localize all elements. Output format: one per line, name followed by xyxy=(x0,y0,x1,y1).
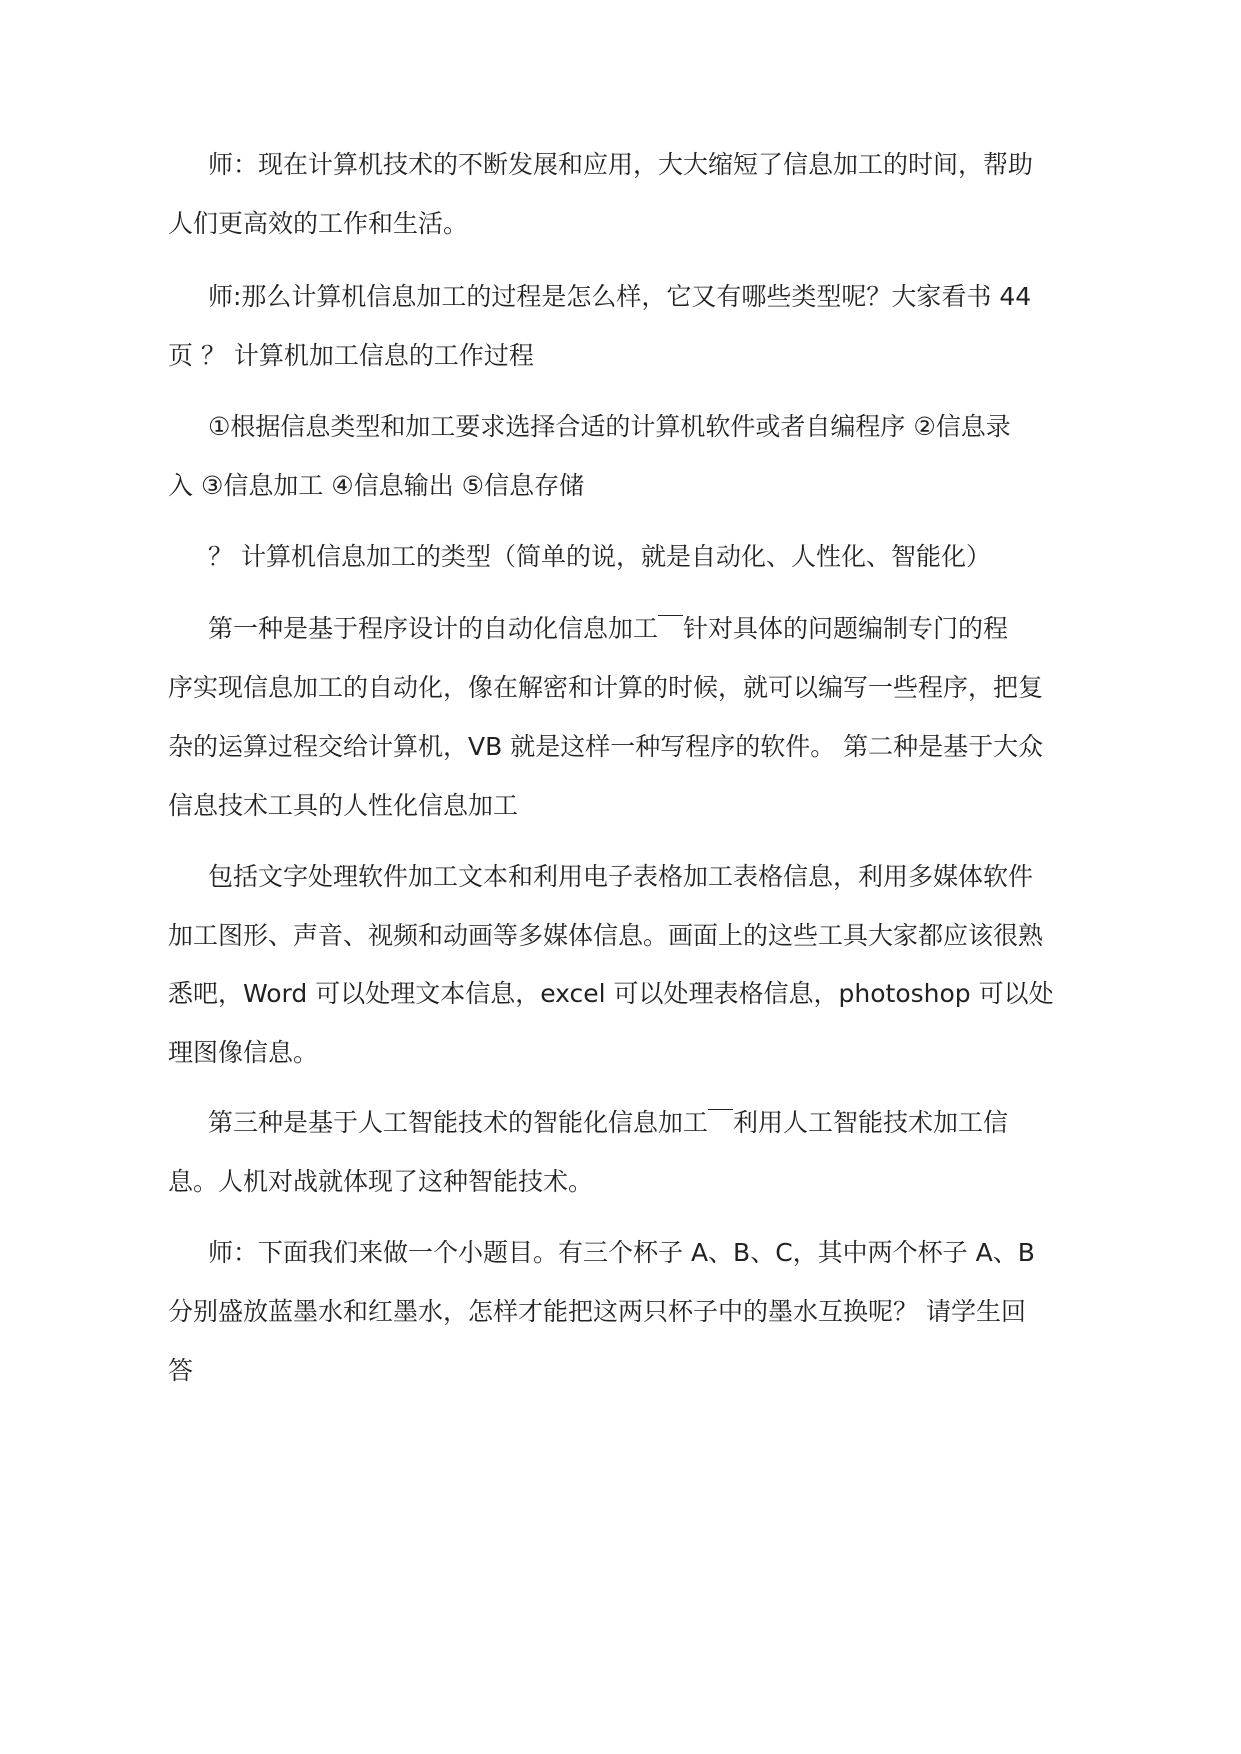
text-line: 人们更高效的工作和生活。 xyxy=(168,209,469,238)
text-line: 答 xyxy=(168,1356,194,1385)
text-line: 杂的运算过程交给计算机，VB 就是这样一种写程序的软件。 第二种是基于大众 xyxy=(168,732,1044,761)
text-line: 师:那么计算机信息加工的过程是怎么样，它又有哪些类型呢？大家看书 44 xyxy=(208,282,1032,311)
text-line: 包括文字处理软件加工文本和利用电子表格加工表格信息，利用多媒体软件 xyxy=(208,862,1034,891)
text-line: ①根据信息类型和加工要求选择合适的计算机软件或者自编程序 ②信息录 xyxy=(208,412,1011,441)
text-line: 序实现信息加工的自动化，像在解密和计算的时候，就可以编写一些程序，把复 xyxy=(168,673,1044,702)
text-line: 加工图形、声音、视频和动画等多媒体信息。画面上的这些工具大家都应该很熟 xyxy=(168,921,1044,950)
text-line: 第一种是基于程序设计的自动化信息加工￣针对具体的问题编制专门的程 xyxy=(208,614,1009,643)
text-line: 信息技术工具的人性化信息加工 xyxy=(168,791,519,820)
text-line: 息。人机对战就体现了这种智能技术。 xyxy=(168,1167,594,1196)
text-line: ？ 计算机信息加工的类型（简单的说，就是自动化、人性化、智能化） xyxy=(208,542,991,571)
text-line: 页 ？ 计算机加工信息的工作过程 xyxy=(168,341,534,370)
text-line: 悉吧，Word 可以处理文本信息，excel 可以处理表格信息，photoshop 可以处 xyxy=(168,979,1054,1008)
text-line: 师：现在计算机技术的不断发展和应用，大大缩短了信息加工的时间，帮助 xyxy=(208,150,1034,179)
text-line: 第三种是基于人工智能技术的智能化信息加工￣利用人工智能技术加工信 xyxy=(208,1108,1009,1137)
text-line: 分别盛放蓝墨水和红墨水，怎样才能把这两只杯子中的墨水互换呢？ 请学生回 xyxy=(168,1297,1026,1326)
text-line: 入 ③信息加工 ④信息输出 ⑤信息存储 xyxy=(168,471,585,500)
text-line: 师：下面我们来做一个小题目。有三个杯子 A、B、C，其中两个杯子 A、B xyxy=(208,1238,1035,1267)
text-line: 理图像信息。 xyxy=(168,1038,319,1067)
